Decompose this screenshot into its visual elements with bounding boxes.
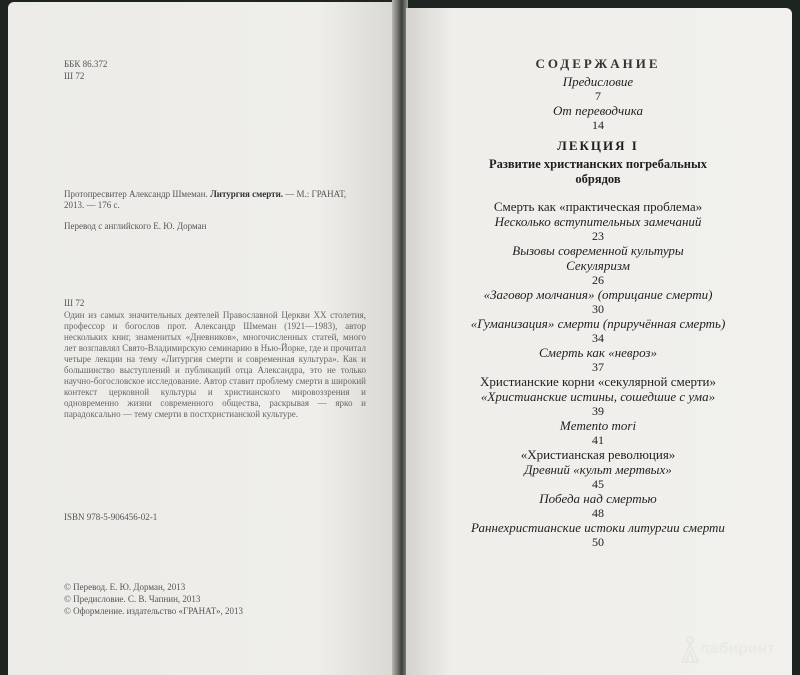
toc-page-number: 14 — [592, 118, 604, 132]
toc-heading: СОДЕРЖАНИЕ — [535, 56, 661, 71]
biblio-title: Литургия смерти. — [210, 189, 284, 199]
bibliographic-record — [64, 189, 364, 211]
annotation-code: Ш 72 — [64, 298, 85, 308]
lecture-title: Развитие христианских погребальных обрядов — [488, 157, 708, 186]
toc-entry-title: Древний «культ мертвых» — [524, 462, 672, 477]
toc-entry-title: Смерть как «невроз» — [539, 345, 657, 360]
toc-page-number: 30 — [592, 302, 604, 316]
toc-page-number: 37 — [592, 360, 604, 374]
copyright-line: © Перевод. Е. Ю. Дорман, 2013 — [64, 582, 186, 592]
isbn: ISBN 978-5-906456-02-1 — [64, 512, 158, 522]
author-code: Ш 72 — [64, 71, 85, 81]
toc-entry-title: Несколько вступительных замечаний — [494, 214, 702, 229]
toc-entry-title: «Гуманизация» смерти (приручённая смерть) — [470, 316, 726, 331]
toc-page-number: 23 — [592, 229, 604, 243]
table-of-contents — [418, 56, 778, 549]
toc-page-number: 41 — [592, 433, 604, 447]
watermark-text: лабиринт — [700, 640, 776, 657]
toc-page-number: 7 — [595, 89, 601, 103]
toc-page-number: 45 — [592, 477, 604, 491]
toc-entry-title: Секуляризм — [566, 258, 630, 273]
toc-entry-title: Раннехристианские истоки литургии смерти — [471, 520, 725, 535]
bbk-code: ББК 86.372 — [64, 59, 108, 69]
toc-page-number: 39 — [592, 404, 604, 418]
toc-entry-title: От переводчика — [553, 103, 643, 118]
toc-entry-title: Христианские корни «секулярной смерти» — [480, 374, 716, 389]
biblio-author: Протопресвитер Александр Шмеман. — [64, 189, 208, 199]
toc-front-matter — [418, 74, 778, 132]
toc-entry-title: Смерть как «практическая проблема» — [493, 199, 703, 214]
toc-entry-title: Победа над смертью — [539, 491, 657, 506]
toc-page-number: 34 — [592, 331, 604, 345]
biblio-rest: — М.: ГРАНАТ, 2013. — 176 с. — [64, 189, 347, 210]
toc-entry-title: «Христианские истины, сошедшие с ума» — [480, 389, 716, 404]
toc-entry-title: «Христианская революция» — [520, 447, 676, 462]
toc-entries — [418, 199, 778, 549]
toc-entry-title: Memento mori — [559, 418, 637, 433]
copyright-line: © Оформление. издательство «ГРАНАТ», 2013 — [64, 606, 244, 616]
copyright-line: © Предисловие. С. В. Чапнин, 2013 — [64, 594, 201, 604]
toc-entry-title: Предисловие — [562, 74, 634, 89]
translation-credit: Перевод с английского Е. Ю. Дорман — [64, 221, 207, 231]
toc-page-number: 26 — [592, 273, 604, 287]
annotation-text: Один из самых значительных деятелей Православной Церкви XX столетия, профессор и богослов прот. Александр Шмеман (1921—1983), автор нескольких книг, знаменитых «Дневников», многочисленных статей, много лет возглавлял Свято-Владимирскую семинарию в Нью-Йорке, где и прочитал четыре лекции на тему «Литургия смерти и современная культура». Как и большинство выступлений и публикаций отца Александра, это не только научно-богословское исследование. Автор ставит проблему смерти в широкий контекст церковной культуры и христианского мировоззрения и одновременно жизни современного общества, раскрывая — ярко и парадоксально — тему смерти в постхристианской культуре. — [64, 310, 366, 419]
toc-page-number: 50 — [592, 535, 604, 549]
toc-entry-title: «Заговор молчания» (отрицание смерти) — [483, 287, 713, 302]
lecture-label: ЛЕКЦИЯ I — [557, 138, 639, 153]
toc-entry-title: Вызовы современной культуры — [512, 243, 684, 258]
toc-page-number: 48 — [592, 506, 604, 520]
